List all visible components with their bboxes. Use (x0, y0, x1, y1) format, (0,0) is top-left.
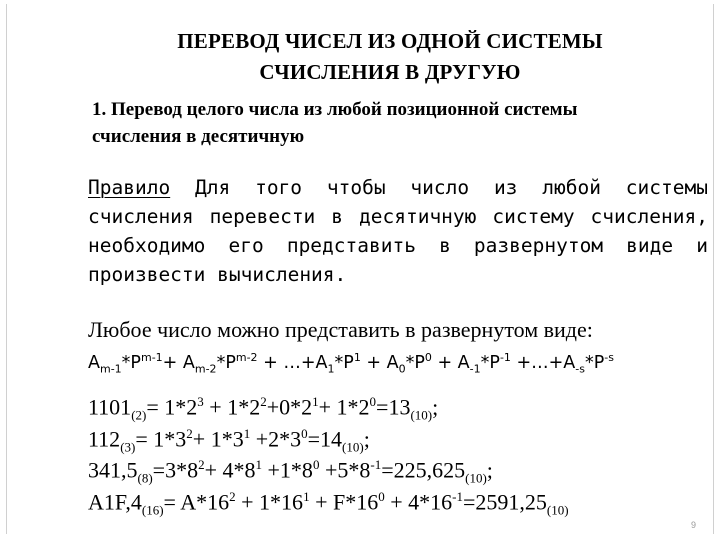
exponent: 1 (255, 457, 263, 472)
exponent: 2 (260, 394, 267, 409)
formula-term: *P (584, 352, 605, 373)
expanded-form-formula (88, 344, 708, 383)
rule-word: его (228, 234, 264, 257)
example-term: ; (363, 425, 370, 451)
exponent: 2 (229, 488, 236, 504)
rule-line-4: произвести вычисления. (88, 263, 347, 286)
formula-subscript: 1 (327, 362, 335, 376)
example-result: =14 (307, 425, 343, 451)
rule-word: число (410, 176, 470, 199)
exponent: 1 (303, 488, 310, 504)
rule-line-2 (88, 202, 708, 231)
rule-line-3 (88, 231, 708, 260)
base-subscript: (10) (546, 502, 569, 518)
page-number: 9 (690, 520, 696, 530)
example-term: +1*8 (262, 457, 313, 483)
example-term: + 4*16 (384, 488, 453, 514)
example-result: =225,625 (381, 457, 466, 483)
example-binary (88, 386, 708, 423)
exponent: 2 (186, 425, 193, 441)
formula-superscript: m-1 (140, 351, 163, 364)
base-subscript: (10) (410, 407, 433, 423)
base-subscript: (16) (141, 502, 164, 518)
rule-word: систему (492, 205, 575, 228)
example-octal (88, 449, 708, 486)
exponent: 0 (301, 425, 308, 441)
example-hexadecimal (88, 481, 708, 518)
rule-word: представить (286, 234, 416, 257)
rule-word: в (439, 234, 451, 257)
example-term: = 1*3 (135, 425, 187, 451)
rule-word: необходимо (88, 234, 206, 257)
example-term: ; (486, 457, 493, 483)
base-subscript: (10) (465, 470, 487, 486)
exponent: -1 (452, 488, 463, 504)
exponent: 0 (369, 394, 377, 409)
base-subscript: (10) (342, 439, 364, 455)
example-term: =3*8 (152, 457, 199, 483)
formula-subscript: m-1 (99, 362, 122, 376)
example-ternary (88, 418, 708, 455)
section-heading (92, 96, 692, 150)
formula-subscript: -1 (469, 362, 481, 376)
formula-subscript: 0 (398, 362, 406, 376)
slide-title (100, 26, 680, 88)
formula-term: + A (431, 352, 470, 373)
formula-term: + …+A (257, 352, 328, 373)
rule-line-1 (88, 173, 708, 202)
rule-word: чтобы (326, 176, 386, 199)
expanded-form-intro: Любое число можно представить в развернутом виде: (88, 317, 593, 342)
formula-superscript: -1 (499, 351, 511, 364)
exponent: 1 (243, 425, 251, 441)
rule-word: и (696, 234, 708, 257)
rule-word: десятичную (359, 205, 477, 228)
formula-subscript: m-2 (194, 362, 217, 376)
rule-word: счисления (88, 205, 194, 228)
formula-term: *P (121, 352, 141, 373)
formula-term: A (88, 352, 100, 373)
title-line-1: ПЕРЕВОД ЧИСЕЛ ИЗ ОДНОЙ СИСТЕМЫ (177, 29, 603, 53)
example-term: +2*3 (250, 425, 302, 451)
formula-term: +…+A (510, 352, 576, 373)
rule-label: Правило (88, 176, 171, 199)
example-result: =13 (376, 394, 411, 420)
example-number: 341,5 (88, 457, 138, 483)
example-term: +5*8 (319, 457, 371, 483)
formula-superscript: 0 (424, 351, 432, 364)
exponent: 0 (312, 457, 320, 472)
example-term: + 1*2 (318, 394, 370, 420)
example-number: 112 (88, 425, 121, 451)
formula-term: + A (162, 352, 195, 373)
conversion-examples (88, 386, 708, 518)
example-term: = A*16 (163, 488, 230, 514)
formula-subscript: -s (575, 362, 585, 376)
rule-word: системы (625, 176, 708, 199)
formula-superscript: 1 (353, 351, 361, 364)
rule-paragraph (88, 173, 708, 289)
example-term: ; (432, 394, 439, 420)
formula-superscript: m-2 (235, 351, 258, 364)
exponent: -1 (370, 457, 382, 472)
base-subscript: (2) (131, 407, 147, 423)
rule-word: Для (195, 176, 231, 199)
base-subscript: (8) (137, 470, 153, 486)
rule-word: того (255, 176, 303, 199)
rule-word: любой (542, 176, 601, 199)
example-term: + 1*3 (192, 425, 244, 451)
formula-term: + A (360, 352, 399, 373)
example-number: 1101 (88, 394, 132, 420)
rule-word: счисления, (590, 205, 708, 228)
example-term: +0*2 (266, 394, 313, 420)
formula-term: *P (480, 352, 500, 373)
section-heading-line-1: 1. Перевод целого числа из любой позиционной системы (92, 99, 578, 120)
rule-word: виде (626, 234, 674, 257)
example-term: = 1*2 (146, 394, 198, 420)
exponent: 2 (198, 457, 205, 472)
exponent: 1 (312, 394, 319, 409)
section-heading-line-2: счисления в десятичную (92, 126, 305, 147)
exponent: 0 (378, 488, 385, 504)
example-term: + 4*8 (204, 457, 256, 483)
formula-term: *P (405, 352, 425, 373)
rule-word: перевести (209, 205, 316, 228)
example-term: + F*16 (309, 488, 379, 514)
example-term: + 1*2 (203, 394, 261, 420)
formula-superscript: -s (604, 351, 614, 364)
example-number: A1F,4 (88, 488, 142, 514)
formula-term: *P (334, 352, 354, 373)
rule-word: в (331, 205, 344, 228)
exponent: 3 (197, 394, 204, 409)
title-line-2: СЧИСЛЕНИЯ В ДРУГУЮ (259, 60, 521, 84)
rule-word: развернутом (473, 234, 604, 257)
example-result: =2591,25 (462, 488, 547, 514)
formula-term: *P (216, 352, 236, 373)
rule-word: из (493, 176, 518, 199)
example-term: + 1*16 (235, 488, 304, 514)
base-subscript: (3) (120, 439, 136, 455)
